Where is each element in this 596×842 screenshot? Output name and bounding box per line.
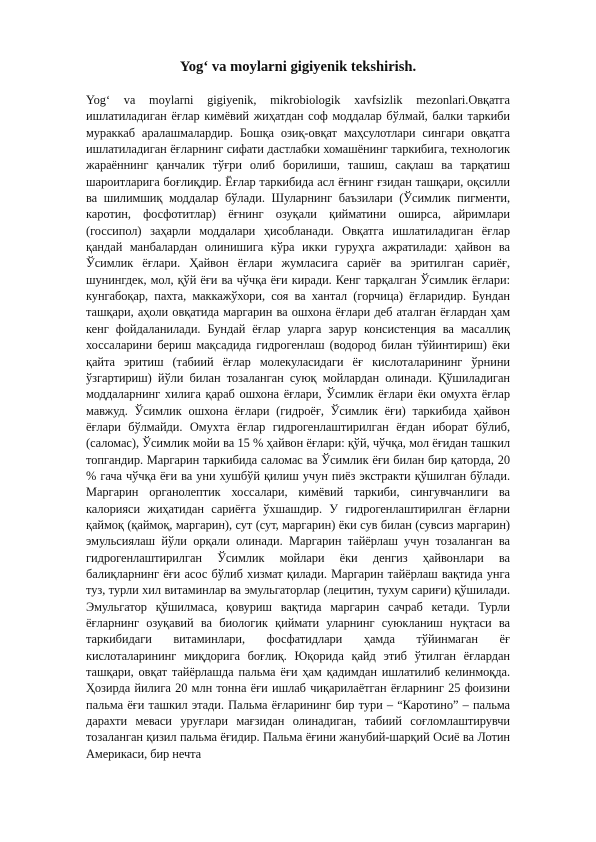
body-paragraph: Yog‘ va moylarni gigiyenik, mikrobiologik xavfsizlik mezonlari.Овқатга ишлатиладиган ёғлар кимёвий жиҳатдан соф моддалар бўлмай, балки таркиби мураккаб аралашмалардир. Бошқа озиқ-овқат маҳсулотлари сингари овқатга ишлатиладиган ёғларнинг сифати дастлабки хомашёнинг таркибига, технологик жараённинг қанчалик тўғри олиб борилиши, ташиш, сақлаш ва тарқатиш шароитларига боғлиқдир. Ёғлар таркибида асл ёғнинг ғзидан ташқари, оқсилли ва шилимшиқ моддалар бўлади. Шуларнинг баъзилари (Ўсимлик пигменти, каротин, фосфотитлар) ёғнинг озуқали қийматини оширса, айримлари (госсипол) заҳарли моддалари ҳисобланади. Овқатга ишлатиладиган ёғлар қандай манбалардан олинишига кўра икки гуруҳга ажратилади: ҳайвон ва Ўсимлик ёғлари. Ҳайвон ёғлари жумласига сариёғ ва эритилган сариёғ, шунингдек, мол, қўй ёғи ва чўчқа ёғи киради. Кенг тарқалган Ўсимлик ёғлари: кунгабоқар, пахта, маккажўхори, соя ва хантал (горчица) ёғларидир. Бундан ташқари, аҳоли овқатида маргарин ва ошхона ёғлари деб аталган ёғлардан ҳам кенг фойдаланилади. Бундай ёғлар уларга зарур консистенция ва масаллиқ хоссаларини бериш мақсадида гидрогенлаш (водород билан тўйинтириш) ёки қайта эритиш (табиий ёғлар молекуласидаги ёғ кислоталарининг ўрнини ўзгартириш) йўли билан тозаланган суюқ мойлардан олинади. Қўшиладиган моддаларнинг хилига қараб ошхона ёғлари, Ўсимлик ёғлари ёки омухта ёғлар мавжуд. Ўсимлик ошхона ёғлари (гидроёғ, Ўсимлик ёғи) таркибида ҳайвон ёғлари бўлмайди. Омухта ёғлар гидрогенлаштирилган ёғдан иборат бўлиб, (саломас), Ўсимлик мойи ва 15 % ҳайвон ёғлари: қўй, чўчқа, мол ёғидан ташкил топгандир. Маргарин таркибида саломас ва Ўсимлик ёғи билан бир қаторда, 20 % гача чўчқа ёғи ва уни хушбўй қилиш учун пиёз экстракти қўшилган бўлади. Маргарин органолептик хоссалари, кимёвий таркиби, сингувчанлиги ва калорияси жиҳатидан сариёғга ўхшашдир. У гидрогенлаштирилган ёғларни қаймоқ (қаймоқ, маргарин), сут (сут, маргарин) ёки сув билан (сувсиз маргарин) эмульсиялаш йўли орқали олинади. Маргарин тайёрлаш учун тозаланган ва гидрогенлаштирилган Ўсимлик мойлари ёки денгиз ҳайвонлари ва балиқларнинг ёғи асос бўлиб хизмат қилади. Маргарин тайёрлаш вақтида унга туз, турли хил витаминлар ва эмульгаторлар (лецитин, тухум сариғи) қўшилади. Эмульгатор қўшилмаса, қовуриш вақтида маргарин сачраб кетади. Турли ёғларнинг озуқавий ва биологик қиймати уларнинг суюкланиш нуқтаси ва таркибидаги витаминлари, фосфатидлари ҳамда тўйинмаган ёғ кислоталарининг миқдорига боғлиқ. Юқорида қайд этиб ўтилган ёғлардан ташқари, овқат тайёрлашда пальма ёғи ҳам қадимдан ишлатилиб келинмоқда. Ҳозирда йилига 20 млн тонна ёғи ишлаб чиқарилаётган ёғларнинг 25 фоизини пальма ёғи ташкил этади. Пальма ёғларининг бир тури – “Каротино” – пальма дарахти меваси уруғлари мағзидан олинадиган, табиий соғломлаштирувчи тозаланган қизил пальма ёғидир. Пальма ёғини жанубий-шарқий Осиё ва Лотин Америкаси, бир нечта <box>86 93 510 761</box>
document-title: Yog‘ va moylarni gigiyenik tekshirish. <box>179 59 417 75</box>
document-page <box>86 58 510 762</box>
